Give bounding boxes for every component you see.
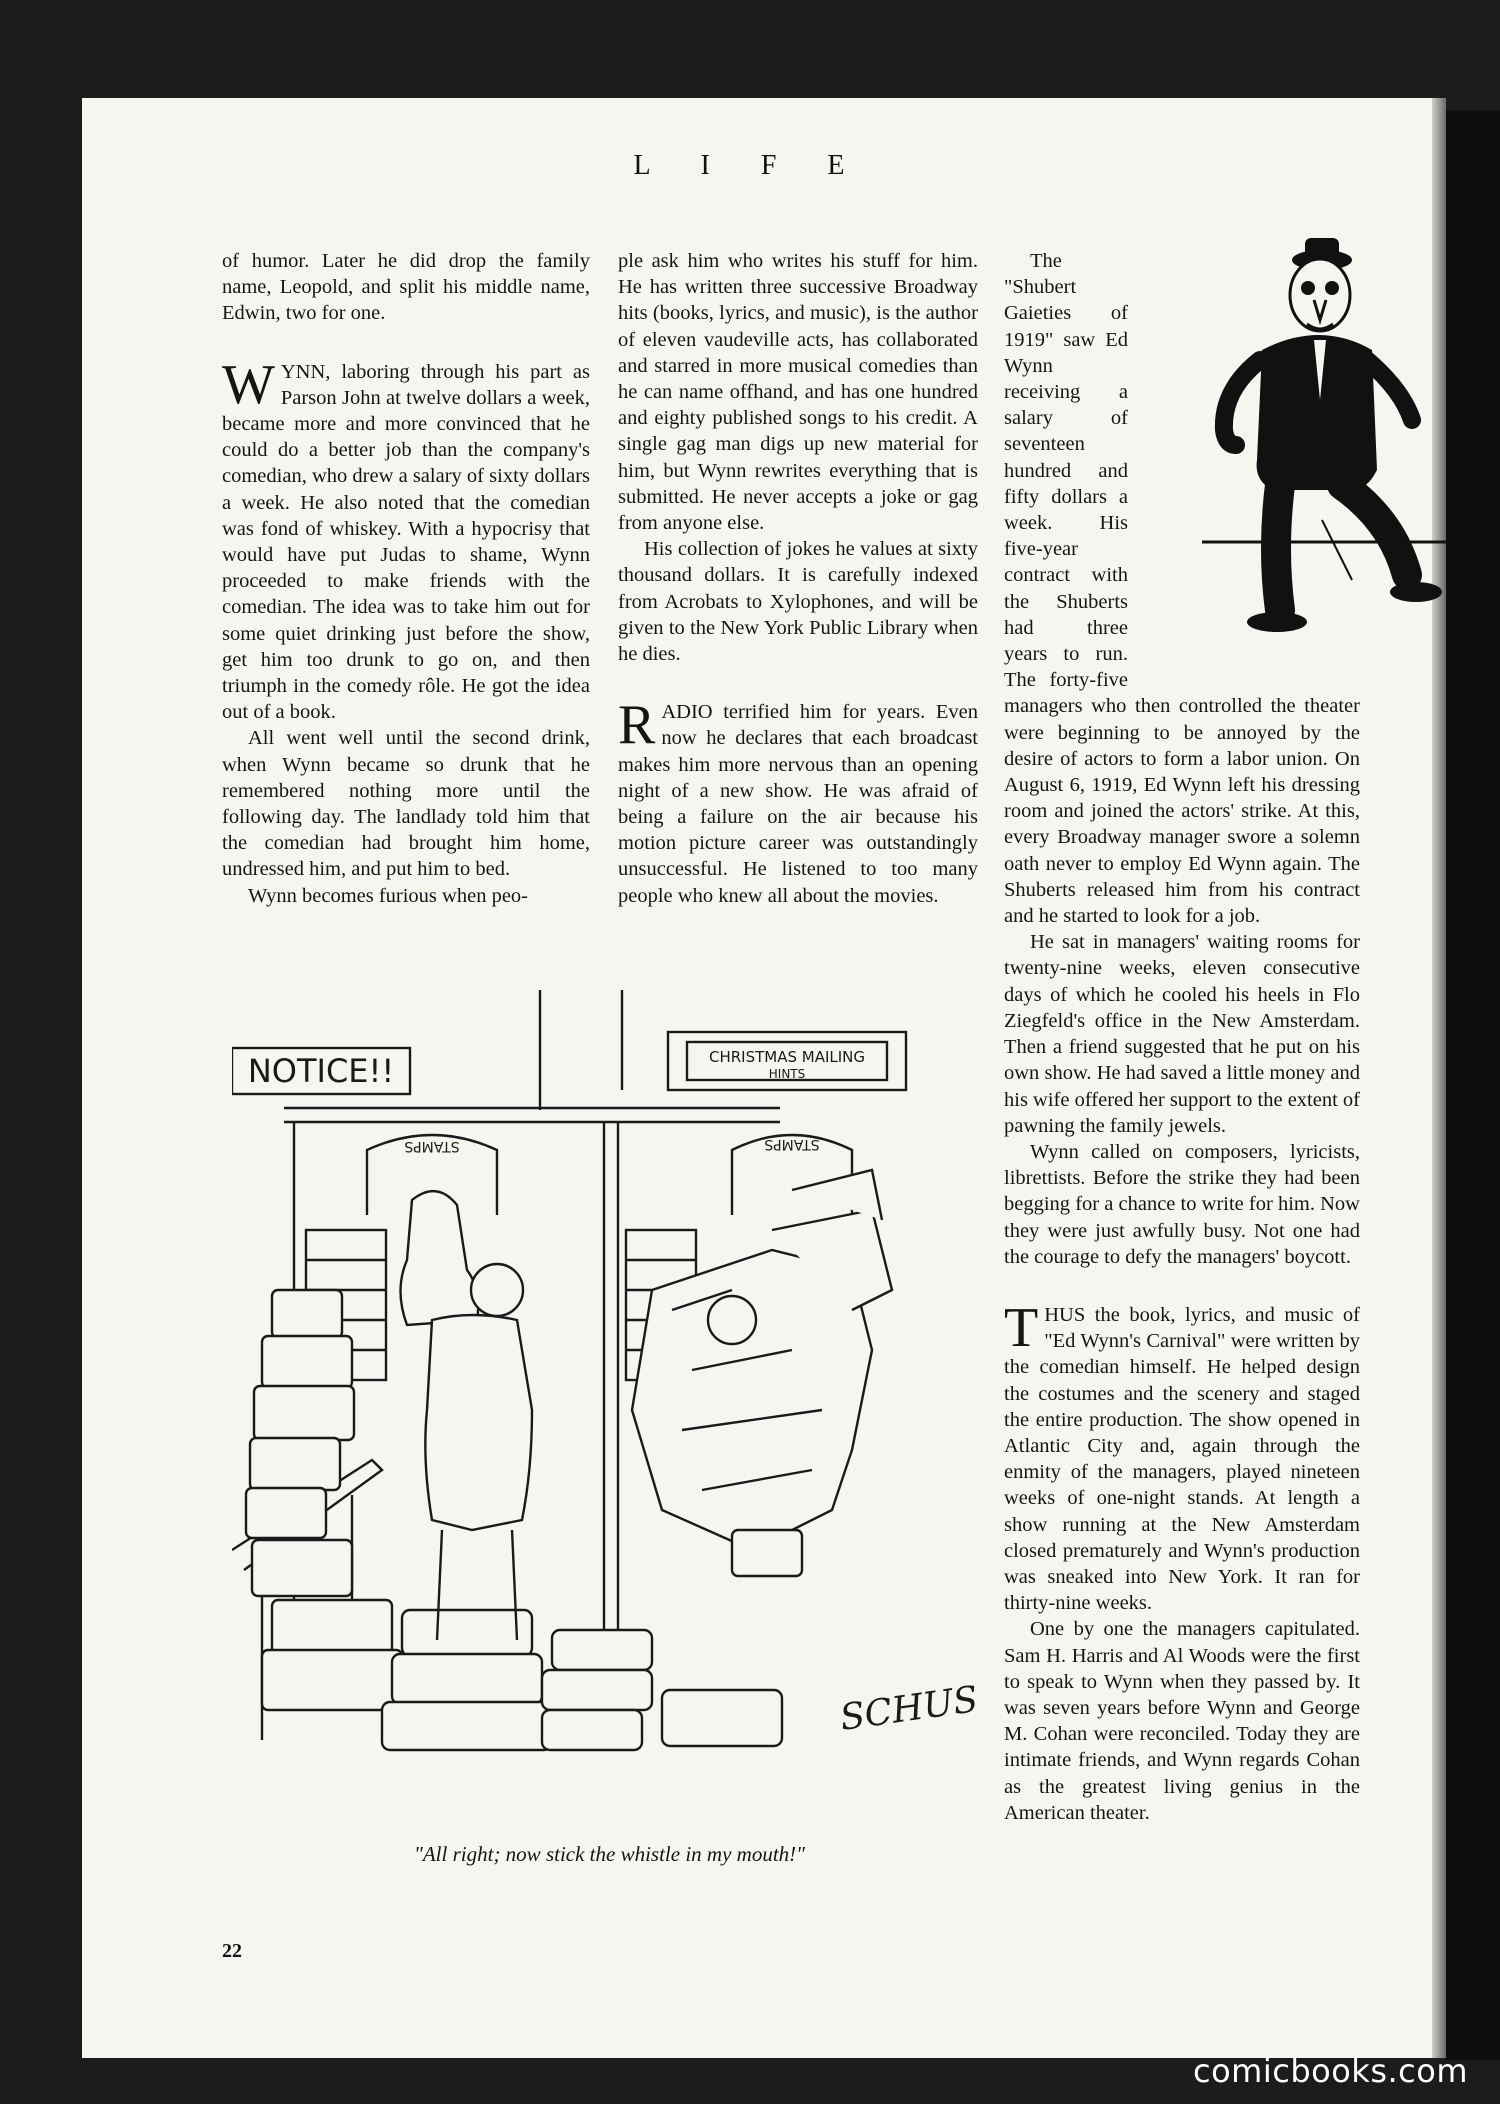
column-2-paragraph-1: ple ask him who writes his stuff for him. He has written three successive Broadway hits (books, lyrics, and music), is the author of eleven vaudeville acts, has collaborated and starred in more musical comedies than he can name offhand, and has one hundred and eighty published songs to his credit. A single gag man digs up new material for him, but Wynn rewrites everything that is submitted. He never accepts a joke or gag from anyone else. bbox=[618, 250, 978, 535]
christmas-sign-line-1: CHRISTMAS MAILING bbox=[708, 1048, 866, 1066]
cartoonist-signature: SCHUS bbox=[837, 1679, 981, 1739]
site-watermark: comicbooks.com bbox=[1192, 2052, 1468, 2090]
column-3-paragraph-5: One by one the managers capitulated. Sam H. Harris and Al Woods were the first to speak to Wynn when they passed by. It was seven years before Wynn and George M. Cohan were reconciled. Today they are intimate friends, and Wynn regards Cohan as the greatest living genius in the American theater. bbox=[1004, 1618, 1360, 1824]
cartoon-drawing bbox=[232, 990, 987, 1760]
facing-page-edge bbox=[1446, 110, 1500, 2060]
column-1-paragraph-2-text: YNN, laboring through his part as Parson John at twelve dollars a week, became more and more convinced that he could do a better job than the company's comedian, who drew a salary of sixty dollars a week. He also noted that the comedian was fond of whiskey. With a hypocrisy that would have put Judas to shame, Wynn proceeded to make friends with the comedian. The idea was to take him out for some quiet drinking just before the show, get him too drunk to go on, and then triumph in the comedy rôle. He got the idea out of a book. bbox=[222, 360, 590, 724]
caricature-drawing bbox=[1202, 220, 1447, 640]
column-3-paragraph-4-text: HUS the book, lyrics, and music of "Ed Wynn's Carnival" were written by the comedian himself. He helped design the costumes and the scenery and staged the entire production. The show opened in Atlantic City and, again through the enmity of the managers, played nineteen weeks of one-night stands. At length a show running at the New Amsterdam closed prematurely and Wynn's production was sneaked into New York. It ran for thirty-nine weeks. bbox=[1004, 1303, 1360, 1615]
notice-sign-text: NOTICE!! bbox=[247, 1052, 395, 1090]
cartoon-caption: "All right; now stick the whistle in my mouth!" bbox=[414, 1842, 805, 1866]
column-1 bbox=[222, 248, 590, 909]
column-3-paragraph-4 bbox=[1004, 1296, 1360, 1616]
drop-cap-t: T bbox=[1004, 1296, 1039, 1359]
masthead: L I F E bbox=[633, 150, 867, 181]
column-2-paragraph-3-text: ADIO terrified him for years. Even now he declares that each broadcast makes him more nervous than an opening night of a new show. He was afraid of being a failure on the air because his motion picture career was outstandingly unsuccessful. He listened to too many people who knew all about the movies. bbox=[618, 701, 978, 907]
column-3-paragraph-2: He sat in managers' waiting rooms for twenty-nine weeks, eleven consecutive days of which he cooled his heels in Flo Ziegfeld's office in the New Amsterdam. Then a friend suggested that he put on his own show. He had saved a little money and his wife offered her support to the extent of pawning the family jewels. bbox=[1004, 931, 1360, 1137]
ed-wynn-caricature bbox=[1202, 220, 1447, 640]
drop-cap-w: W bbox=[222, 353, 275, 416]
column-1-paragraph-3: All went well until the second drink, when Wynn became so drunk that he remembered nothing more until the following day. The landlady told him that the comedian had brought him home, undressed him, and put him to bed. bbox=[222, 727, 590, 881]
stamps-window-label-1: STAMPS bbox=[404, 1138, 460, 1154]
column-1-paragraph-4: Wynn becomes furious when peo- bbox=[248, 884, 528, 907]
column-3-paragraph-1: The "Shubert Gaieties of 1919" saw Ed Wynn receiving a salary of seventeen hundred and fifty dollars a week. His five-year contract with the Shuberts had three years to run. The forty-five managers who then controlled the theater were beginning to be annoyed by the desire of actors to form a labor union. On August 6, 1919, Ed Wynn left his dressing room and joined the actors' strike. At this, every Broadway manager swore a solemn oath never to employ Ed Wynn again. The Shuberts released him from his contract and he started to look for a job. bbox=[1004, 250, 1360, 928]
column-1-paragraph-2 bbox=[222, 353, 590, 726]
column-1-paragraph-1: of humor. Later he did drop the family name, Leopold, and split his middle name, Edwin, two for one. bbox=[222, 250, 590, 325]
column-3-paragraph-3: Wynn called on composers, lyricists, librettists. Before the strike they had been begging for a chance to write for him. Now they were just awfully busy. Not one had the courage to defy the managers' boycott. bbox=[1004, 1140, 1360, 1268]
post-office-cartoon bbox=[232, 990, 987, 1760]
column-2-paragraph-3 bbox=[618, 694, 978, 909]
christmas-sign-line-2: HINTS bbox=[768, 1067, 806, 1081]
stamps-window-label-2: STAMPS bbox=[764, 1136, 820, 1152]
column-2-paragraph-2: His collection of jokes he values at sixty thousand dollars. It is carefully indexed from Acrobats to Xylophones, and will be given to the New York Public Library when he dies. bbox=[618, 538, 978, 666]
page-number: 22 bbox=[222, 1940, 242, 1962]
column-2 bbox=[618, 248, 978, 909]
drop-cap-r: R bbox=[618, 694, 656, 757]
